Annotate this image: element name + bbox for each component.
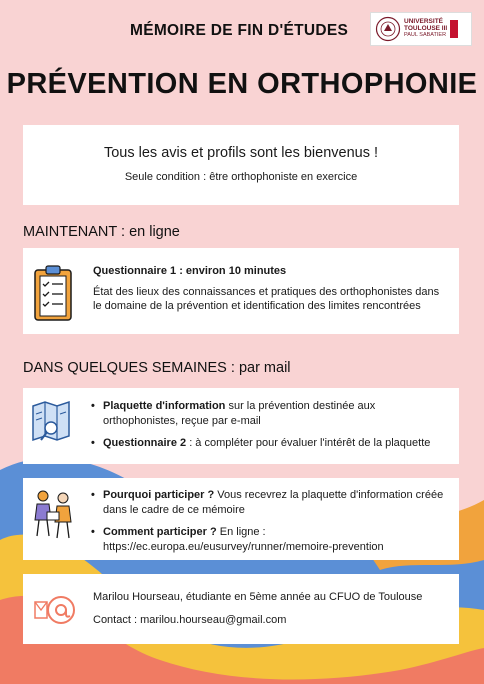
questionnaire-1-description: État des lieux des connaissances et pratiques des orthophonistes dans le domaine de la prévention et identification des limites rencontrées: [93, 285, 440, 312]
intro-heading: Tous les avis et profils sont les bienvenus !: [103, 145, 379, 161]
logo-red-block: [450, 20, 458, 38]
questionnaire-1-title: Questionnaire 1 : environ 10 minutes: [93, 265, 287, 277]
questionnaire-1-card: [23, 248, 459, 334]
header-title: MÉMOIRE DE FIN D'ÉTUDES: [130, 22, 349, 39]
brochure-card: [23, 388, 459, 464]
list-item: • Plaquette d'information sur la prévention destinée aux orthophonistes, reçue par e-mail: [91, 399, 449, 428]
main-title: PRÉVENTION EN ORTHOPHONIE: [6, 68, 478, 100]
university-seal-icon: [375, 16, 401, 42]
list-item: • Comment participer ? En ligne : https://ec.europa.eu/eusurvey/runner/memoire-prevention: [91, 525, 449, 554]
intro-card: [23, 125, 459, 205]
logo-line2: TOULOUSE III: [404, 24, 448, 32]
intro-subtext: Seule condition : être orthophoniste en exercice: [124, 171, 358, 183]
logo-line1: UNIVERSITÉ: [404, 18, 444, 26]
university-logo: [370, 12, 472, 46]
contact-email[interactable]: Contact : marilou.hourseau@gmail.com: [93, 613, 287, 626]
brochure-icon: [29, 398, 77, 446]
participation-list: [91, 488, 449, 562]
clipboard-icon: [33, 264, 73, 322]
list-item: • Questionnaire 2 : à compléter pour évaluer l'intérêt de la plaquette: [91, 436, 449, 451]
logo-line3: PAUL SABATIER: [404, 32, 447, 39]
contact-author: Marilou Hourseau, étudiante en 5ème année au CFUO de Toulouse: [93, 591, 423, 603]
contact-card: [23, 574, 459, 644]
people-icon: [29, 486, 77, 546]
brochure-list: [91, 399, 449, 459]
email-at-icon: [33, 588, 77, 632]
participation-card: [23, 478, 459, 560]
now-section-heading: MAINTENANT : en ligne: [23, 224, 180, 240]
later-section-heading: DANS QUELQUES SEMAINES : par mail: [23, 360, 291, 376]
list-item: • Pourquoi participer ? Vous recevrez la plaquette d'information créée dans le cadre de ce mémoire: [91, 488, 449, 517]
